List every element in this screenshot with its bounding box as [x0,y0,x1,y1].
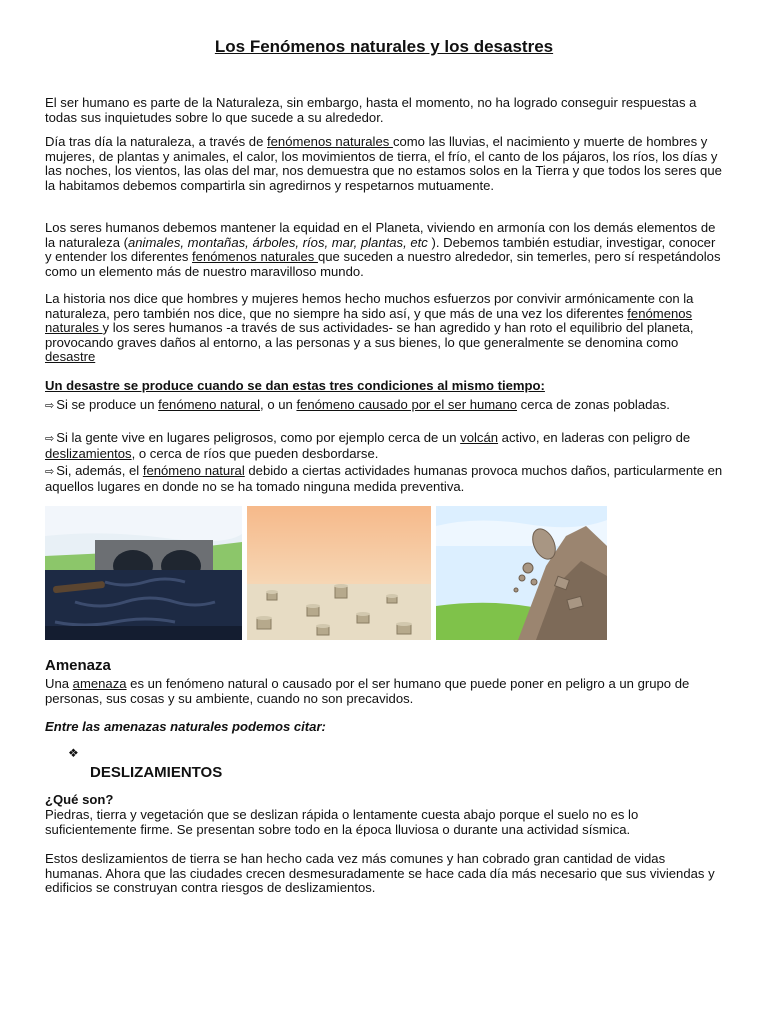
text: activo, en laderas con peligro de [498,430,691,445]
paragraph-fenomenos [45,135,725,193]
text: debido a ciertas actividades humanas provoca muchos daños, particularmente en aquellos lugares en donde no se ha tomado ninguna medida preventiva. [45,463,723,494]
paragraph-equidad [45,221,725,279]
deforestation-drawing [247,506,431,640]
text: cerca de zonas pobladas. [517,397,670,412]
deslizamientos-heading: DESLIZAMIENTOS [90,764,223,781]
link-fenomeno-natural[interactable]: fenómeno natural [142,463,245,478]
condition-3 [45,464,725,494]
paragraph-historia [45,292,725,365]
diamond-bullet-icon: ❖ [68,746,79,760]
text: Si se produce un [56,397,159,412]
link-volcan[interactable]: volcán [460,430,499,445]
text: que suceden a nuestro alrededor, sin temerles, pero sí respetándolos como un elemento más de nuestro maravilloso mundo. [45,249,721,279]
text: Los seres humanos debemos mantener la equidad en el Planeta, viviendo en armonía con los demás elementos de la naturaleza ( [45,220,716,250]
link-fenomeno-humano[interactable]: fenómeno causado por el ser humano [296,397,518,412]
link-fenomenos-naturales[interactable]: fenómenos naturales [192,249,318,265]
arrow-right-icon: ⇨ [45,466,55,478]
text: Una [45,676,73,691]
text: , o cerca de ríos que pueden desbordarse. [131,445,379,461]
deslizamientos-paragraph-1 [45,808,725,837]
text: Piedras, tierra y vegetación que se deslizan rápida o lentamente cuesta abajo porque el suelo no es lo suficientemente firme. Se presentan sobre todo en la época lluviosa o durante una actividad sísmica. [45,807,639,837]
link-fenomenos-naturales[interactable]: fenómenos naturales [45,305,693,336]
text: y los seres humanos -a través de sus actividades- se han agredido y han roto el equilibrio del planeta, provocando graves daños al entorno, a las personas y a sus bienes, lo que generalmente se denomina como [45,320,694,350]
landslide-drawing [436,506,607,640]
text: es un fenómeno natural o causado por el ser humano que puede poner en peligro a un grupo de personas, sus cosas y su ambiente, cuando no son precavidos. [45,676,690,706]
pollution-drawing [45,506,242,640]
text: Día tras día la naturaleza, a través de [45,134,267,149]
text: Si la gente vive en lugares peligrosos, como por ejemplo cerca de un [56,430,461,445]
link-desastre[interactable]: desastre [45,349,96,365]
italic-text: animales, montañas, árboles, ríos, mar, plantas, etc [127,234,428,250]
link-fenomenos-naturales[interactable]: fenómenos naturales [267,134,393,149]
condition-2 [45,431,725,461]
conditions-heading: Un desastre se produce cuando se dan estas tres condiciones al mismo tiempo: [45,378,545,393]
amenaza-paragraph [45,677,725,706]
condition-1 [45,398,725,414]
text: Estos deslizamientos de tierra se han hecho cada vez más comunes y han cobrado gran cantidad de vidas humanas. Ahora que las ciudades crecen desmesuradamente se hace cada día más necesario que sus viviendas y edificios se construyan contra riesgos de deslizamientos. [45,851,715,896]
amenazas-naturales-label: Entre las amenazas naturales podemos citar: [45,719,326,734]
arrow-right-icon: ⇨ [45,400,55,412]
link-fenomeno-natural[interactable]: fenómeno natural [158,397,261,412]
text: , o un [260,397,297,412]
page-title: Los Fenómenos naturales y los desastres [214,37,554,56]
que-son-heading: ¿Qué son? [45,792,114,807]
illustration-deforestation [247,506,431,640]
link-deslizamientos[interactable]: deslizamientos [45,445,132,461]
illustration-landslide [436,506,607,640]
amenaza-heading: Amenaza [45,657,111,674]
text: La historia nos dice que hombres y mujeres hemos hecho muchos esfuerzos por convivir armónicamente con la naturaleza, pero también nos dice, que no siempre ha sido así, y que más de una vez los diferentes [45,291,694,321]
intro-paragraph [45,96,725,125]
link-amenaza[interactable]: amenaza [72,676,127,691]
arrow-right-icon: ⇨ [45,433,55,445]
text: Si, además, el [56,463,143,478]
illustration-pollution [45,506,242,640]
intro-text: El ser humano es parte de la Naturaleza, sin embargo, hasta el momento, no ha logrado conseguir respuestas a todas sus inquietudes sobre lo que sucede a su alrededor. [45,95,697,125]
text: ). Debemos también estudiar, investigar, conocer y entender los diferentes [45,234,716,265]
deslizamientos-paragraph-2 [45,852,725,896]
text: como las lluvias, el nacimiento y muerte de hombres y mujeres, de plantas y animales, el calor, los movimientos de tierra, el frío, el canto de los pájaros, los ríos, los días y las noches, los vientos, las olas del mar, nos demuestra que no estamos solos en la Tierra y que todos los seres que la habitamos debemos compartirla sin agredirnos y respetarnos mutuamente. [45,134,722,193]
